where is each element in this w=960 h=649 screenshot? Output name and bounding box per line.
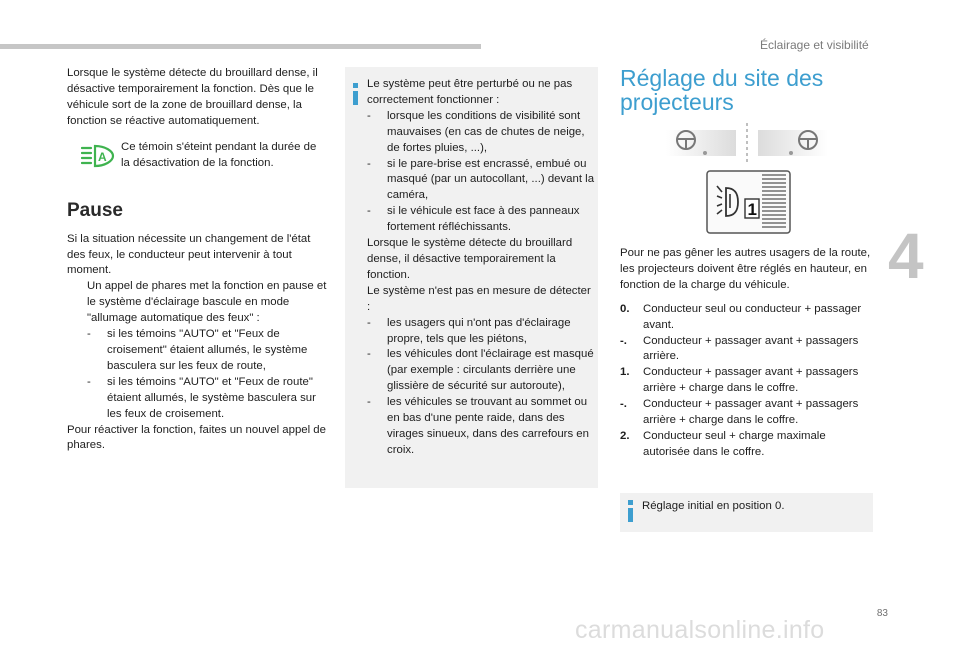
- left-dashboard-icon: [666, 130, 736, 156]
- position-item: [620, 365, 875, 397]
- info-content: [367, 77, 595, 459]
- dash-marker: -: [367, 157, 371, 170]
- fog-text: Lorsque le système détecte du brouillard dense, il désactive temporairement la fonction.: [367, 237, 573, 281]
- note-box: [620, 493, 873, 532]
- position-text: Conducteur + passager avant + passagers arrière + charge dans le coffre.: [643, 366, 859, 395]
- reactivate-text: Pour réactiver la fonction, faites un nouvel appel de phares.: [67, 423, 326, 452]
- page-number: 83: [876, 608, 888, 619]
- dash-text: les véhicules se trouvant au sommet ou en bas d'une pente raide, dans des virages sinueux, dans des carrefours en croix.: [387, 396, 589, 456]
- note-text: Réglage initial en position 0.: [642, 500, 785, 512]
- position-item: [620, 429, 875, 461]
- position-number: -.: [620, 334, 627, 347]
- detect-text: Le système n'est pas en mesure de détecter :: [367, 284, 591, 313]
- svg-text:A: A: [98, 149, 107, 164]
- warning-lamp-row: [67, 140, 329, 185]
- dash-text: si les témoins "AUTO" et "Feux de croisement" étaient allumés, le système basculera sur les feux de route,: [107, 328, 308, 372]
- dash-item: [367, 347, 595, 395]
- position-text: Conducteur seul ou conducteur + passager avant.: [643, 302, 862, 331]
- auto-headlamp-icon: [81, 144, 115, 174]
- position-number: 2.: [620, 429, 630, 442]
- info-icon: [627, 500, 635, 528]
- info-icon: [352, 83, 360, 111]
- dash-item: [367, 204, 595, 236]
- headlamp-thumbwheel-icon: [707, 171, 790, 233]
- position-text: Conducteur seul + charge maximale autorisée dans le coffre.: [643, 429, 826, 458]
- header-bar: [0, 44, 481, 49]
- dash-marker: -: [87, 375, 91, 388]
- position-text: Conducteur + passager avant + passagers arrière + charge dans le coffre.: [643, 398, 859, 427]
- pause-intro: Si la situation nécessite un changement de l'état des feux, le conducteur peut intervenir à tout moment.: [67, 232, 311, 277]
- headlamp-adjustment-figure: [666, 118, 836, 244]
- dash-item: [67, 375, 329, 423]
- section-heading: Réglage du site des projecteurs: [620, 65, 824, 115]
- dash-marker: -: [367, 109, 371, 122]
- dash-text: lorsque les conditions de visibilité sont mauvaises (en cas de chutes de neige, de fortes pluies, ...),: [387, 109, 585, 154]
- dash-item: [367, 157, 595, 205]
- dash-marker: -: [367, 316, 371, 329]
- bullet-text: Un appel de phares met la fonction en pause et le système d'éclairage bascule en mode "allumage automatique des feux" :: [87, 280, 327, 325]
- info-intro: Le système peut être perturbé ou ne pas correctement fonctionner :: [367, 78, 573, 106]
- position-item: [620, 397, 875, 429]
- position-item: [620, 302, 875, 334]
- info-box: [345, 67, 598, 488]
- icon-description: Ce témoin s'éteint pendant la durée de la désactivation de la fonction.: [121, 140, 317, 169]
- dash-text: si le véhicule est face à des panneaux fortement réfléchissants.: [387, 205, 580, 234]
- position-number: 1.: [620, 366, 630, 379]
- position-number: 0.: [620, 302, 630, 315]
- dash-item: [67, 327, 329, 375]
- dash-marker: -: [87, 328, 91, 341]
- right-column: [620, 246, 875, 461]
- dash-text: les véhicules dont l'éclairage est masqué (par exemple : circulants derrière une glissière de sécurité sur autoroute),: [387, 348, 594, 393]
- wheel-label: 1: [747, 200, 757, 219]
- position-text: Conducteur + passager avant + passagers arrière.: [643, 334, 859, 363]
- dash-item: [367, 395, 595, 459]
- dash-text: les usagers qui n'ont pas d'éclairage propre, tels que les piétons,: [387, 316, 571, 345]
- right-dashboard-icon: [758, 130, 828, 156]
- adjustment-intro: Pour ne pas gêner les autres usagers de la route, les projecteurs doivent être réglés en hauteur, en fonction de la charge du véhicule.: [620, 247, 871, 291]
- chapter-number: 4: [888, 220, 924, 292]
- position-item: [620, 334, 875, 366]
- dash-text: si les témoins "AUTO" et "Feux de route" étaient allumés, le système basculera sur les feux de croisement.: [107, 375, 316, 420]
- dash-marker: -: [367, 348, 371, 361]
- fog-intro-text: Lorsque le système détecte du brouillard dense, il désactive temporairement la fonction. Dès que le véhicule sort de la zone de brouillard dense, la fonction se réactive automatiquement.: [67, 67, 318, 127]
- dash-text: si le pare-brise est encrassé, embué ou masqué (par un autocollant, ...) devant la caméra,: [387, 157, 595, 202]
- pause-heading: Pause: [67, 199, 123, 221]
- dash-item: [367, 316, 595, 348]
- watermark: carmanualsonline.info: [575, 616, 825, 644]
- dash-marker: -: [367, 396, 371, 409]
- left-column: [67, 66, 329, 454]
- bullet-item: [67, 279, 329, 327]
- section-title: Éclairage et visibilité: [760, 38, 869, 52]
- dash-marker: -: [367, 205, 371, 218]
- position-number: -.: [620, 398, 627, 411]
- dash-item: [367, 109, 595, 157]
